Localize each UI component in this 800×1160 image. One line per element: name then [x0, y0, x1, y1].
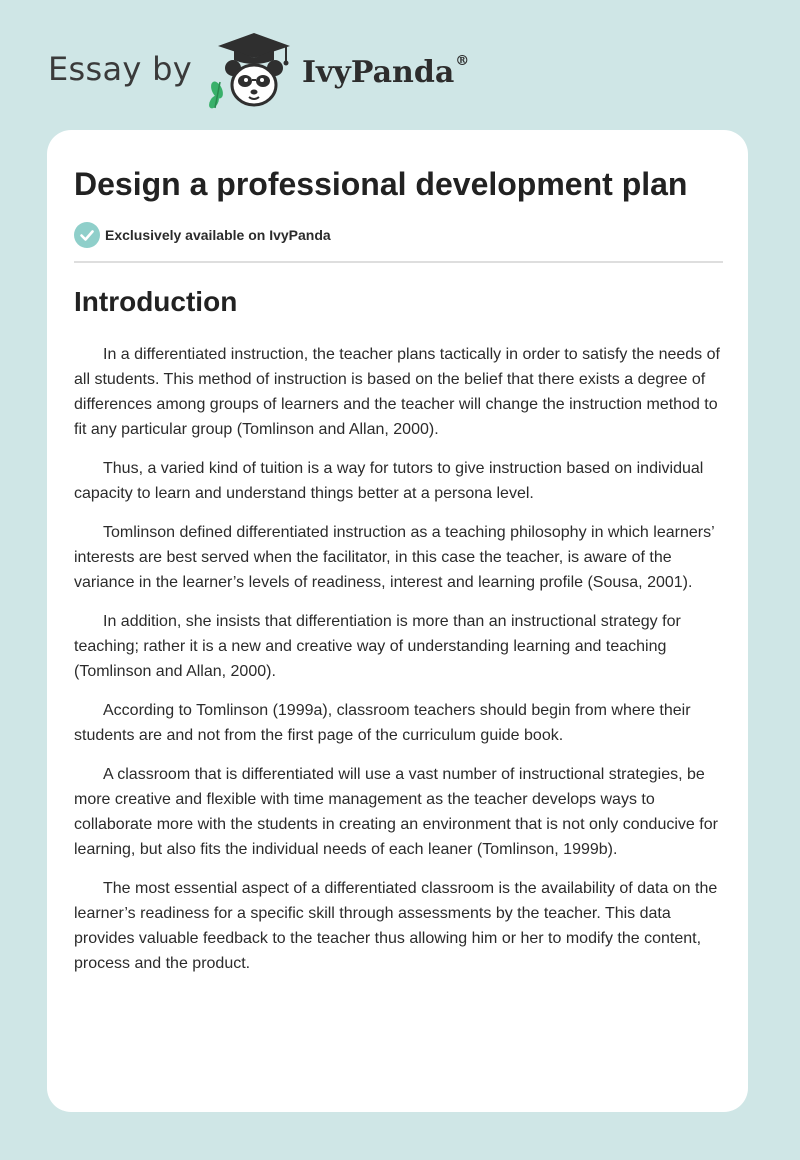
panda-graduate-logo-icon	[206, 30, 300, 110]
paragraph: In addition, she insists that differentiation is more than an instructional strategy for teaching; rather it is a new and creative way of understanding learning and teaching (Tomlinson and Allan, 2000).	[74, 613, 681, 680]
essay-card	[47, 130, 748, 1112]
paragraph: A classroom that is differentiated will use a vast number of instructional strategies, be more creative and flexible with time management as the teacher develops ways to collaborate more with the students in creating an environment that is not only conducive for learning, but also fits the individual needs of each leaner (Tomlinson, 1999b).	[74, 766, 718, 858]
paragraph: According to Tomlinson (1999a), classroom teachers should begin from where their students are and not from the first page of the curriculum guide book.	[74, 702, 691, 744]
badge-text: Exclusively available on IvyPanda	[105, 227, 331, 243]
brand-prefix: Essay by	[48, 50, 192, 88]
exclusive-badge	[74, 222, 331, 248]
paragraph: The most essential aspect of a differentiated classroom is the availability of data on the learner’s readiness for a specific skill through assessments by the teacher. This data provides valuable feedback to the teacher thus allowing him or her to modify the content, process and the product.	[74, 880, 718, 972]
divider	[74, 261, 723, 263]
section-heading: Introduction	[74, 286, 238, 317]
brand-name: IvyPanda®	[301, 52, 470, 90]
paragraph: In a differentiated instruction, the teacher plans tactically in order to satisfy the needs of all students. This method of instruction is based on the belief that there exists a degree of differences among groups of learners and the teacher will change the instruction method to fit any particular group (Tomlinson and Allan, 2000).	[74, 346, 720, 438]
check-circle-icon	[74, 222, 100, 248]
paragraph: Thus, a varied kind of tuition is a way for tutors to give instruction based on individual capacity to learn and understand things better at a persona level.	[74, 460, 704, 502]
article-body	[74, 342, 729, 990]
page-title: Design a professional development plan	[74, 166, 688, 202]
paragraph: Tomlinson defined differentiated instruction as a teaching philosophy in which learners’ interests are best served when the facilitator, in this case the teacher, is aware of the variance in the learner’s levels of readiness, interest and learning profile (Sousa, 2001).	[74, 524, 715, 591]
site-header-logo[interactable]	[48, 30, 469, 110]
